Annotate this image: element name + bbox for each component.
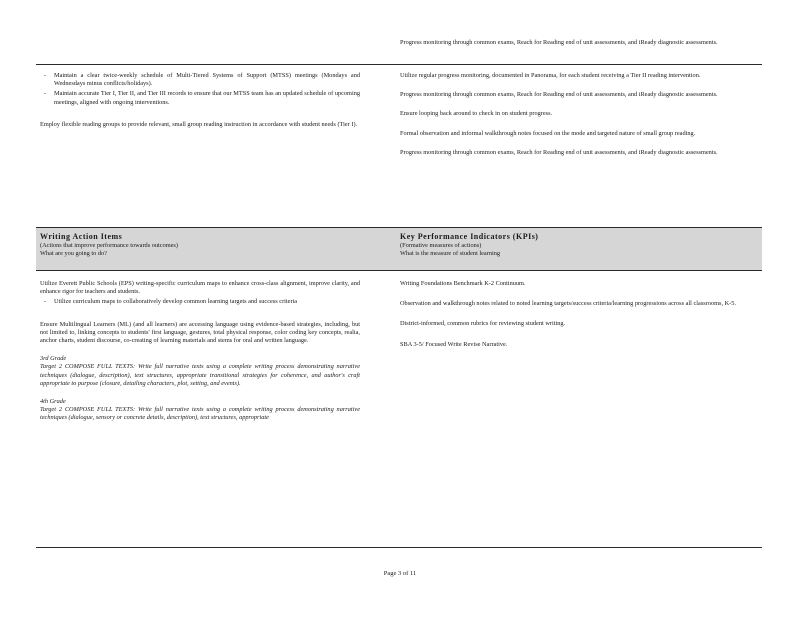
kpi-cell-writing (400, 280, 740, 356)
section-title: Key Performance Indicators (KPIs) (400, 232, 539, 241)
grade-4-target (40, 398, 360, 423)
kpi-text: Utilize regular progress monitoring, documented in Panorama, for each student receiving a Tier II reading intervention. (400, 72, 701, 79)
kpi-text: Ensure looping back around to check in on student progress. (400, 110, 553, 118)
page-number: Page 3 of 11 (383, 570, 417, 577)
kpi-cell-reading (400, 72, 740, 164)
kpi-text: Observation and walkthrough notes related to noted learning targets/success criteria/learning progressions across all classrooms, K-5. (400, 300, 736, 308)
curriculum-list (40, 298, 360, 306)
kpi-text: Progress monitoring through common exams, Reach for Reading end of unit assessments, and iReady diagnostic assessments. (400, 39, 718, 46)
mtss-list (40, 72, 360, 107)
section-subtitle: (Formative measures of actions) (400, 242, 482, 249)
list-item: - Maintain accurate Tier I, Tier II, and Tier III records to ensure that our MTSS team has an updated schedule of upcoming meetings, aligned with ongoing interventions. (40, 90, 360, 106)
kpi-cell-top (400, 39, 740, 54)
kpi-text: Writing Foundations Benchmark K-2 Continuum. (400, 280, 526, 287)
action-cell-writing (40, 280, 360, 430)
action-text: Employ flexible reading groups to provide relevant, small group reading instruction in accordance with student needs (Tier I). (40, 120, 358, 128)
target-text: Target 2 COMPOSE FULL TEXTS: Write full narrative texts using a complete writing process demonstrating narrative techniques (dialogue, sensory or concrete details, description), text structures, appropriate (40, 406, 360, 422)
section-subtitle: (Actions that improve performance towards outcomes) (40, 242, 178, 249)
list-item: - Utilize curriculum maps to collaboratively develop common learning targets and success criteria (40, 298, 360, 306)
table-rule (36, 270, 762, 271)
target-text: Target 2 COMPOSE FULL TEXTS: Write full narrative texts using a complete writing process demonstrating narrative techniques (dialogue, description), text structures, appropriate transitional strategies for coherence, and author's craft appropriate to purpose (closure, detailing characters, plot, setting, and events). (40, 363, 360, 387)
table-rule (36, 227, 762, 228)
kpi-text: Formal observation and informal walkthrough notes focused on the mode and targeted nature of small group reading. (400, 129, 696, 137)
kpi-text: Progress monitoring through common exams, Reach for Reading end of unit assessments, and iReady diagnostic assessments. (400, 148, 718, 156)
grade-heading: 4th Grade (40, 398, 66, 406)
action-text: Ensure Multilingual Learners (ML) (and all learners) are accessing language using evidence-based strategies, including, but not limited to, linking concepts to students' first language, gestures, total physical response, color coding key concepts, realia, anchor charts, student discourse, co-creating of learning materials and stems for oral and written language. (40, 320, 360, 345)
table-rule (36, 64, 762, 65)
kpi-header (400, 232, 740, 258)
section-question: What is the measure of student learning (400, 250, 501, 257)
table-rule (36, 547, 762, 548)
kpi-text: District-informed, common rubrics for reviewing student writing. (400, 320, 566, 328)
list-item: - Maintain a clear twice-weekly schedule of Multi-Tiered Systems of Support (MTSS) meetings (Mondays and Wednesdays minus conflicts/holidays). (40, 72, 360, 88)
writing-header (40, 232, 360, 258)
section-question: What are you going to do? (40, 250, 107, 257)
section-title: Writing Action Items (40, 232, 123, 241)
grade-3-target (40, 355, 360, 388)
grade-heading: 3rd Grade (40, 355, 67, 363)
action-cell-reading (40, 72, 360, 136)
action-text: Utilize Everett Public Schools (EPS) writing-specific curriculum maps to enhance cross-class alignment, improve clarity, and enhance rigor for teachers and students. (40, 280, 360, 296)
kpi-text: Progress monitoring through common exams, Reach for Reading end of unit assessments, and iReady diagnostic assessments. (400, 91, 718, 99)
kpi-text: SBA 3-5/ Focused Write Revise Narrative. (400, 340, 508, 348)
